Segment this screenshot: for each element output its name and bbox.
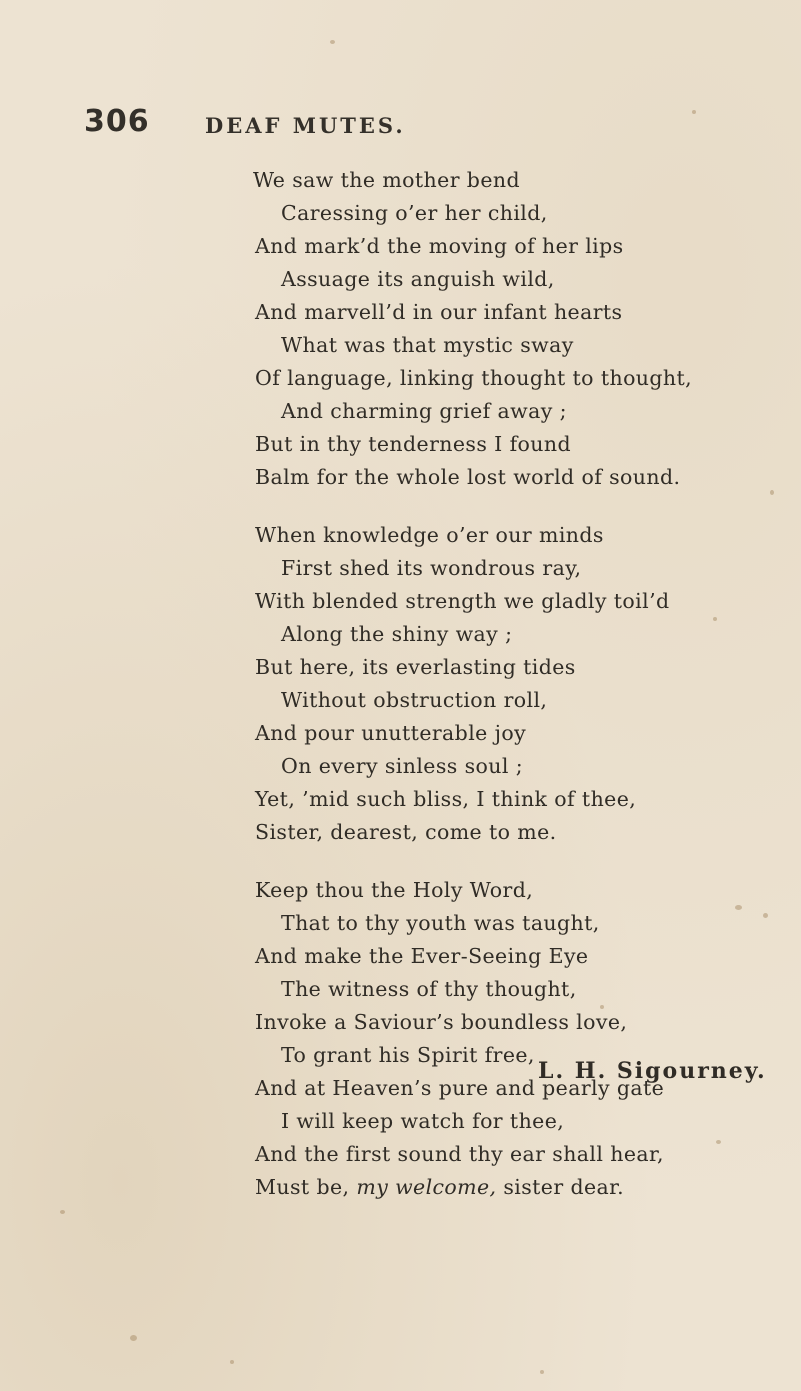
poem-line: First shed its wondrous ray, xyxy=(281,556,582,580)
poem-line: When knowledge o’er our minds xyxy=(255,523,604,547)
poem-line: But in thy tenderness I found xyxy=(255,432,572,456)
poem-line: But here, its everlasting tides xyxy=(255,655,576,679)
poem-line: To grant his Spirit free, xyxy=(281,1043,535,1067)
poem-line: With blended strength we gladly toil’d xyxy=(255,589,670,613)
poem-line: And charming grief away ; xyxy=(281,399,567,423)
final-line-end: sister dear. xyxy=(496,1175,624,1199)
poem-line: And make the Ever-Seeing Eye xyxy=(255,944,589,968)
final-line-italic: my welcome, xyxy=(356,1175,497,1199)
poem-line: And mark’d the moving of her lips xyxy=(255,234,624,258)
poem-line: The witness of thy thought, xyxy=(281,977,577,1001)
poem-line-final xyxy=(255,1177,624,1198)
final-line-start: Must be, xyxy=(255,1175,357,1199)
poem-line: Along the shiny way ; xyxy=(281,622,513,646)
poem-line: Keep thou the Holy Word, xyxy=(255,878,534,902)
poem-line: I will keep watch for thee, xyxy=(281,1109,565,1133)
poem-line: Sister, dearest, come to me. xyxy=(255,820,557,844)
poem-line: And at Heaven’s pure and pearly gate xyxy=(255,1076,665,1100)
poem-line: Yet, ’mid such bliss, I think of thee, xyxy=(255,787,637,811)
running-head: DEAF MUTES. xyxy=(205,113,406,138)
poem-line: Balm for the whole lost world of sound. xyxy=(255,465,681,489)
poem-line: Of language, linking thought to thought, xyxy=(255,366,693,390)
poem-line: That to thy youth was taught, xyxy=(281,911,600,935)
page-number: 306 xyxy=(84,104,150,139)
poem-line: What was that mystic sway xyxy=(281,333,574,357)
author-signature: L. H. Sigourney. xyxy=(538,1058,767,1084)
poem-line: We saw the mother bend xyxy=(253,168,520,192)
poem-line: And pour unutterable joy xyxy=(255,721,527,745)
poem-line: Assuage its anguish wild, xyxy=(281,267,555,291)
poem-line: Caressing o’er her child, xyxy=(281,201,548,225)
poem-line: And the first sound thy ear shall hear, xyxy=(255,1142,664,1166)
poem-line: And marvell’d in our infant hearts xyxy=(255,300,623,324)
poem-line: On every sinless soul ; xyxy=(281,754,524,778)
poem-line: Without obstruction roll, xyxy=(281,688,548,712)
poem-line: Invoke a Saviour’s boundless love, xyxy=(255,1010,628,1034)
